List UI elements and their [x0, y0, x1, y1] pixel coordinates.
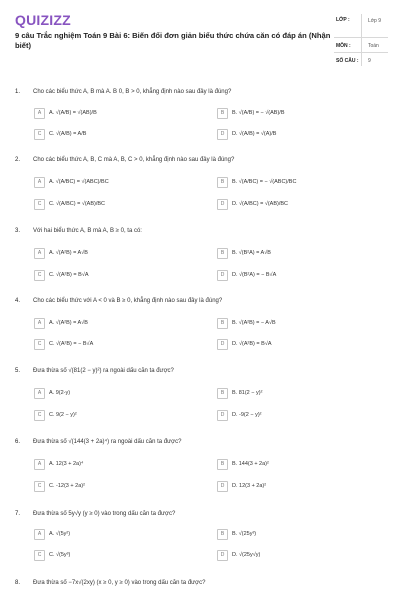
option-letter-box[interactable]: B — [217, 388, 228, 399]
option-letter-box[interactable]: A — [34, 108, 45, 119]
option-text: C. √(A/B) = A/B — [49, 131, 87, 137]
option-letter-box[interactable]: C — [34, 481, 45, 492]
mon-label: MÔN : — [336, 43, 351, 49]
option-letter-box[interactable]: A — [34, 177, 45, 188]
question-text: Đưa thừa số √(144(3 + 2a)⁴) ra ngoài dấu căn ta được? — [33, 439, 182, 445]
meta-divider — [361, 14, 362, 66]
option-text: B. √(25y³) — [232, 531, 257, 537]
option-text: D. √(A/BC) = √(AB)/BC — [232, 201, 289, 207]
question-text: Đưa thừa số −7x√(2xy) (x ≥ 0, y ≥ 0) vào trong dấu căn ta được? — [33, 580, 206, 586]
option-text: D. 12(3 + 2a)² — [232, 483, 267, 489]
meta-separator — [334, 37, 388, 38]
lop-value: Lớp 9 — [368, 18, 382, 24]
option-text: D. -9(2 − y)² — [232, 412, 262, 418]
question-text: Cho các biểu thức với A < 0 và B ≥ 0, khẳng định nào sau đây là đúng? — [33, 298, 223, 304]
option-text: B. √(A/B) = − √(AB)/B — [232, 110, 285, 116]
question-number: 4. — [15, 298, 21, 304]
question-text: Cho các biểu thức A, B mà A. B 0, B > 0, khẳng định nào sau đây là đúng? — [33, 89, 232, 95]
page-title: 9 câu Trắc nghiệm Toán 9 Bài 6: Biến đổi đơn giản biểu thức chứa căn có đáp án (Nhận biết) — [15, 31, 331, 50]
option-letter-box[interactable]: C — [34, 270, 45, 281]
option-text: B. √(A/BC) = − √(ABC)/BC — [232, 179, 297, 185]
option-letter-box[interactable]: B — [217, 108, 228, 119]
question-number: 1. — [15, 89, 21, 95]
option-text: A. √(A/BC) = √(ABC)/BC — [49, 179, 109, 185]
question-number: 2. — [15, 157, 21, 163]
question-number: 5. — [15, 368, 21, 374]
option-text: A. √(A²B) = A√B — [49, 320, 88, 326]
option-letter-box[interactable]: C — [34, 129, 45, 140]
option-text: A. 12(3 + 2a)⁴ — [49, 461, 84, 467]
option-letter-box[interactable]: B — [217, 459, 228, 470]
option-letter-box[interactable]: D — [217, 270, 228, 281]
option-text: B. 81(2 − y)² — [232, 390, 263, 396]
option-letter-box[interactable]: C — [34, 410, 45, 421]
question-number: 7. — [15, 511, 21, 517]
question-number: 3. — [15, 228, 21, 234]
option-text: A. 9(2-y) — [49, 390, 71, 396]
option-letter-box[interactable]: A — [34, 388, 45, 399]
option-letter-box[interactable]: A — [34, 529, 45, 540]
option-letter-box[interactable]: A — [34, 318, 45, 329]
option-text: A. √(5y²) — [49, 531, 71, 537]
option-text: C. √(A²B) = − B√A — [49, 341, 94, 347]
option-letter-box[interactable]: D — [217, 339, 228, 350]
option-letter-box[interactable]: D — [217, 199, 228, 210]
question-number: 6. — [15, 439, 21, 445]
question-number: 8. — [15, 580, 21, 586]
option-text: D. √(A/B) = √(A)/B — [232, 131, 277, 137]
option-text: D. √(25y√y) — [232, 552, 261, 558]
option-letter-box[interactable]: D — [217, 550, 228, 561]
socau-value: 9 — [368, 58, 371, 64]
option-text: B. 144(3 + 2a)² — [232, 461, 269, 467]
option-letter-box[interactable]: B — [217, 318, 228, 329]
option-text: B. √(B²A) = A√B — [232, 250, 271, 256]
option-letter-box[interactable]: B — [217, 177, 228, 188]
option-text: C. √(5y³) — [49, 552, 71, 558]
option-letter-box[interactable]: A — [34, 248, 45, 259]
option-text: D. √(B²A) = − B√A — [232, 272, 277, 278]
option-text: A. √(A²B) = A√B — [49, 250, 88, 256]
option-letter-box[interactable]: B — [217, 529, 228, 540]
option-letter-box[interactable]: C — [34, 550, 45, 561]
option-text: C. 9(2 − y)² — [49, 412, 77, 418]
option-letter-box[interactable]: B — [217, 248, 228, 259]
option-letter-box[interactable]: D — [217, 129, 228, 140]
option-text: C. -12(3 + 2a)² — [49, 483, 85, 489]
meta-separator — [334, 52, 388, 53]
option-text: C. √(A²B) = B√A — [49, 272, 89, 278]
question-text: Cho các biểu thức A, B, C mà A, B, C > 0, khẳng định nào sau đây là đúng? — [33, 157, 235, 163]
option-letter-box[interactable]: A — [34, 459, 45, 470]
option-letter-box[interactable]: D — [217, 481, 228, 492]
mon-value: Toán — [368, 43, 379, 49]
socau-label: SỐ CÂU : — [336, 58, 359, 64]
lop-label: LỚP : — [336, 17, 350, 23]
option-text: B. √(A²B) = − A√B — [232, 320, 276, 326]
option-text: C. √(A/BC) = √(AB)/BC — [49, 201, 106, 207]
option-text: D. √(A²B) = B√A — [232, 341, 272, 347]
option-letter-box[interactable]: C — [34, 339, 45, 350]
question-text: Đưa thừa số √(81(2 − y)²) ra ngoài dấu căn ta được? — [33, 368, 174, 374]
worksheet-header — [0, 0, 400, 72]
question-text: Với hai biểu thức A, B mà A, B ≥ 0, ta có: — [33, 228, 142, 234]
quizizz-logo[interactable]: QUIZIZZ — [15, 12, 71, 28]
question-text: Đưa thừa số 5y√y (y ≥ 0) vào trong dấu căn ta được? — [33, 511, 176, 517]
option-letter-box[interactable]: D — [217, 410, 228, 421]
option-text: A. √(A/B) = √(AB)/B — [49, 110, 97, 116]
option-letter-box[interactable]: C — [34, 199, 45, 210]
